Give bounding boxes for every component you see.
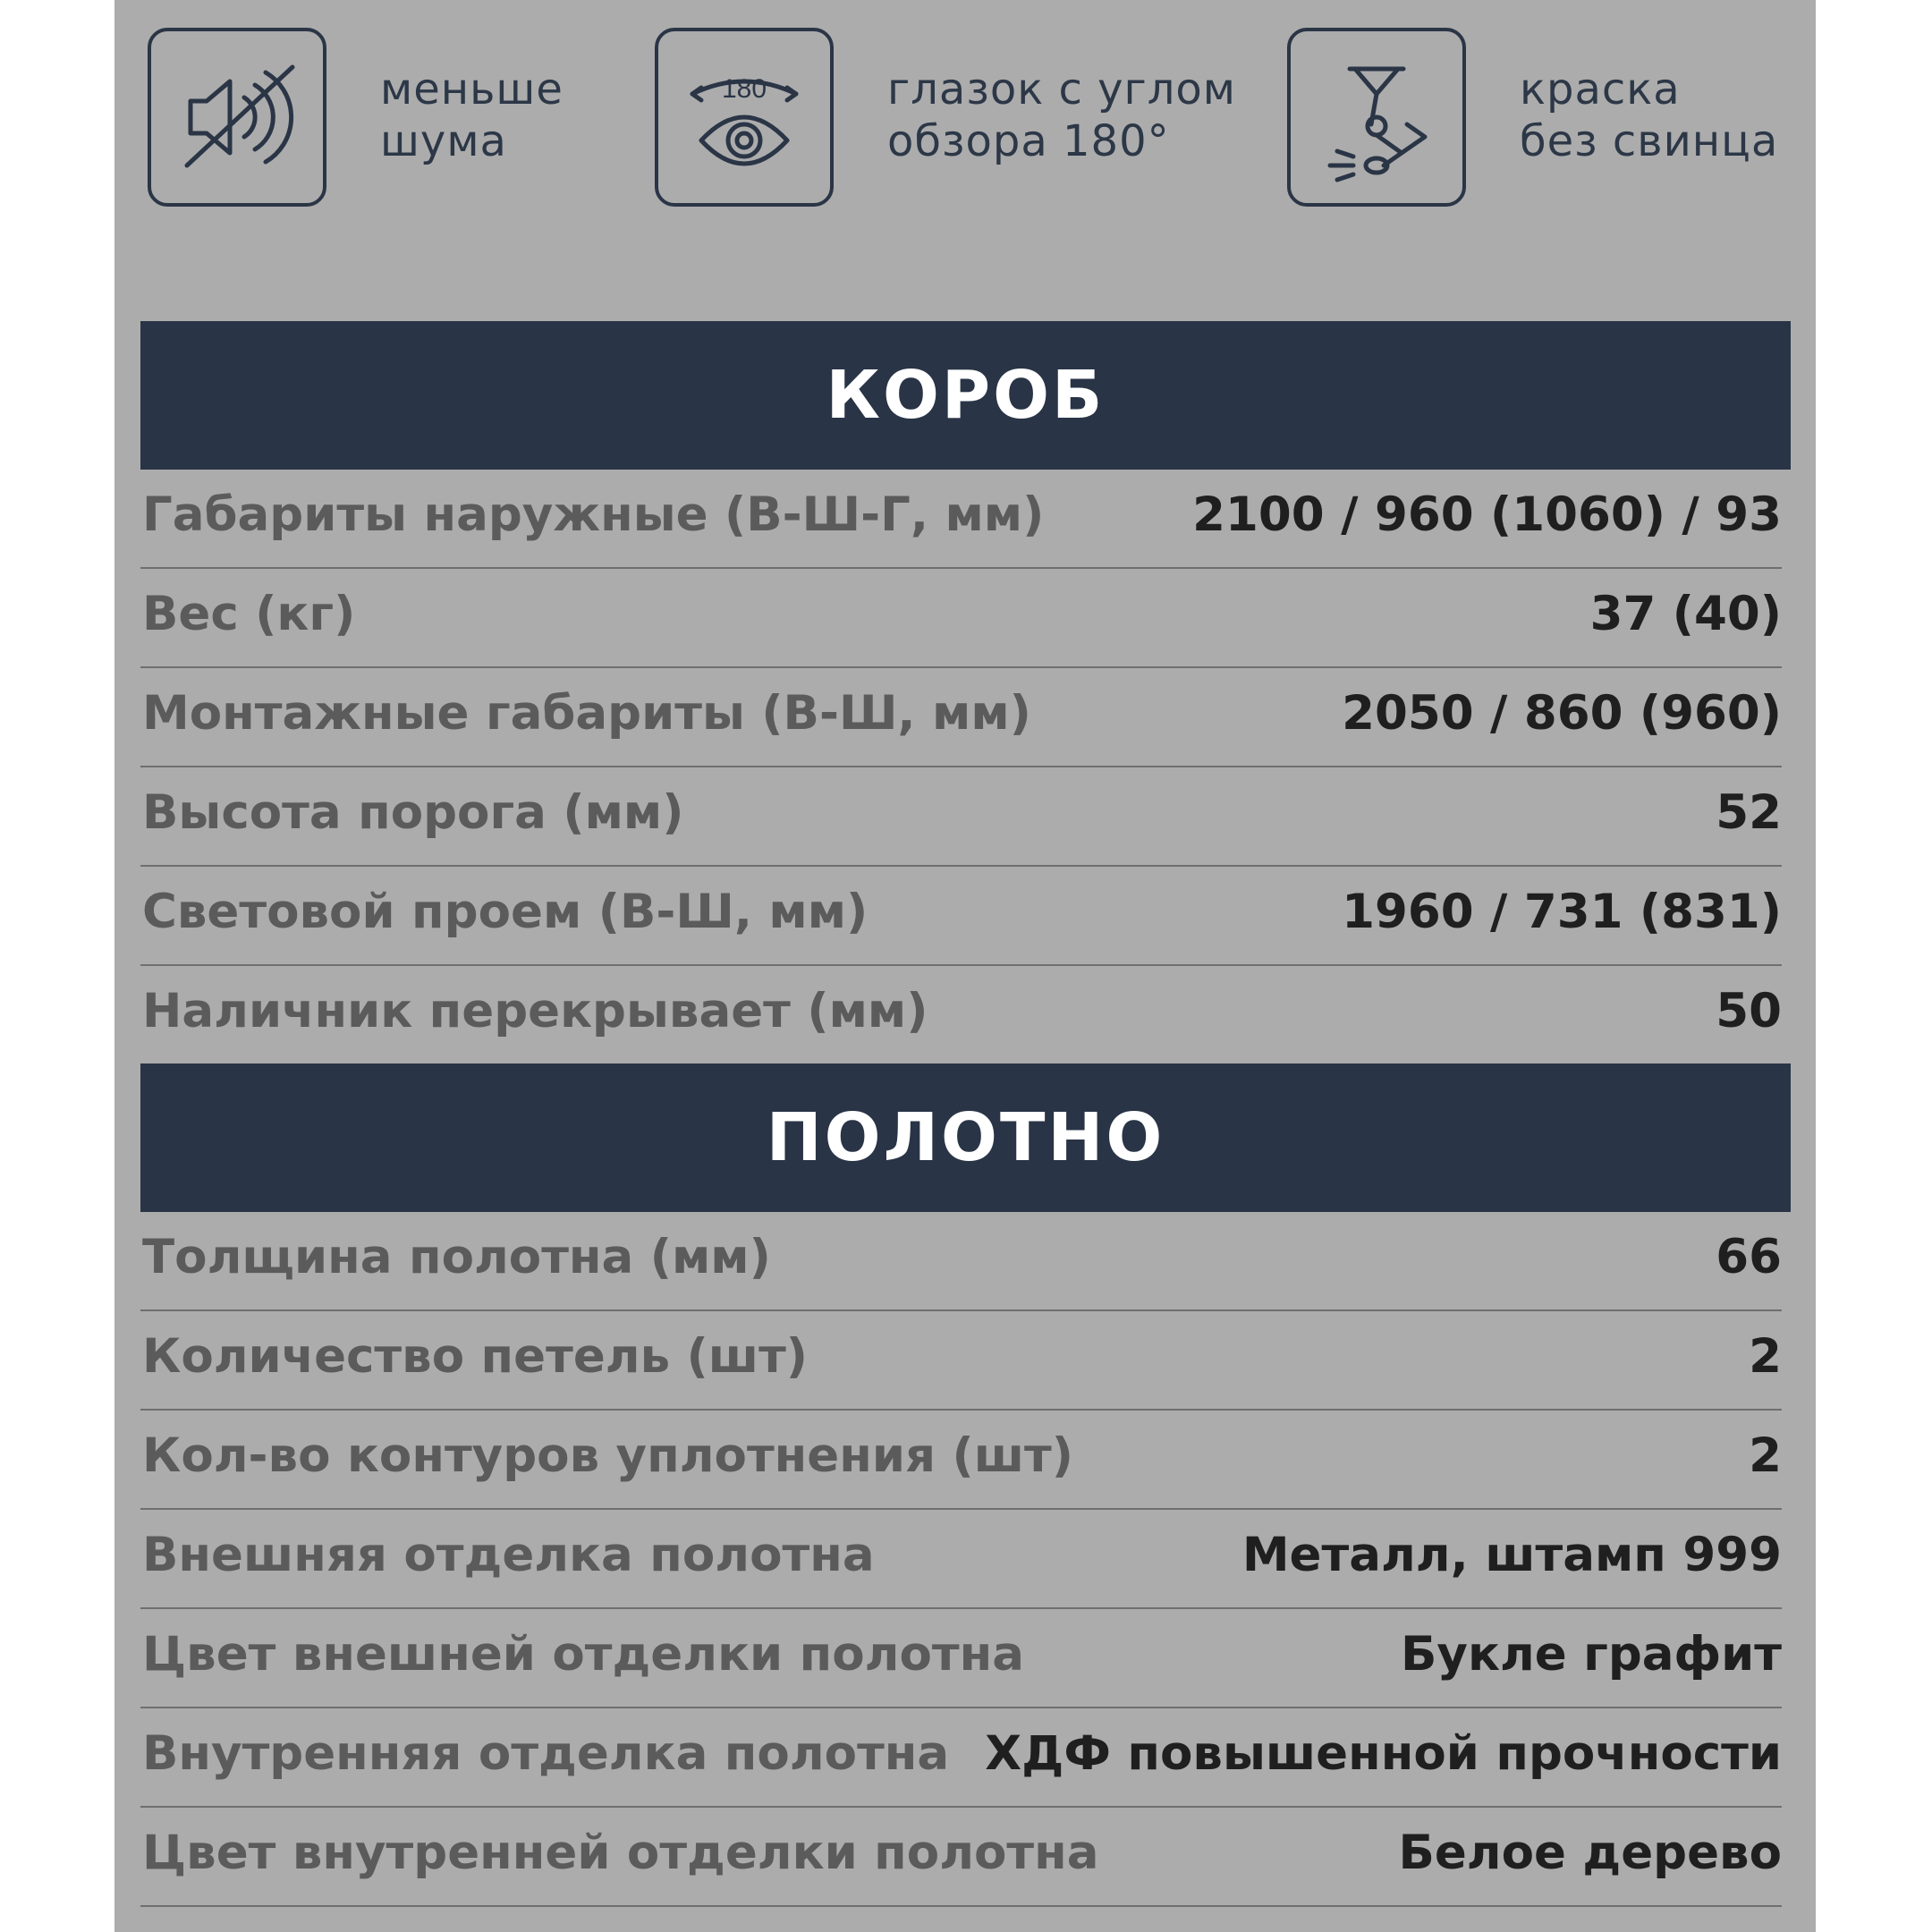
- eye-180-icon-text: 180: [721, 74, 767, 104]
- spec-value: 2: [1749, 1428, 1782, 1483]
- section-header-frame: КОРОБ: [140, 321, 1791, 470]
- spec-value: Металл, штамп 999: [1241, 1528, 1782, 1582]
- feature-label-line2: без свинца: [1520, 116, 1779, 166]
- spec-row: [140, 1411, 1782, 1510]
- spec-value: 66: [1716, 1230, 1782, 1284]
- spec-name: Толщина полотна (мм): [142, 1230, 771, 1284]
- spec-name: Цвет внешней отделки полотна: [142, 1627, 1024, 1682]
- spec-value: 2: [1749, 1329, 1782, 1384]
- feature-label-line2: обзора 180°: [887, 116, 1170, 166]
- feature-label-line2: шума: [380, 116, 507, 166]
- spec-name: Световой проем (В-Ш, мм): [142, 885, 869, 939]
- spec-value: 52: [1716, 785, 1782, 840]
- feature-label-line1: краска: [1520, 64, 1681, 114]
- spec-row: [140, 1808, 1782, 1907]
- spec-name: Вес (кг): [142, 587, 356, 641]
- spec-value: 37 (40): [1589, 587, 1782, 641]
- section-header-leaf: ПОЛОТНО: [140, 1063, 1791, 1212]
- spec-row: [140, 1212, 1782, 1311]
- feature-label-line1: глазок с углом: [887, 64, 1236, 114]
- spec-name: Цвет внутренней отделки полотна: [142, 1826, 1099, 1880]
- spec-row: [140, 1708, 1782, 1808]
- spec-value: 2050 / 860 (960): [1342, 686, 1782, 741]
- spec-name: Монтажные габариты (В-Ш, мм): [142, 686, 1031, 741]
- spec-row: [140, 1510, 1782, 1609]
- spec-value: Букле графит: [1401, 1627, 1782, 1682]
- spray-robot-arm-icon: [1287, 28, 1466, 207]
- spec-value: 2100 / 960 (1060) / 93: [1192, 487, 1782, 542]
- spec-name: Высота порога (мм): [142, 785, 684, 840]
- spec-row: [140, 1311, 1782, 1411]
- spec-name: Количество петель (шт): [142, 1329, 809, 1384]
- spec-value: 50: [1716, 984, 1782, 1038]
- spec-row: [140, 767, 1782, 867]
- spec-name: Наличник перекрывает (мм): [142, 984, 928, 1038]
- spec-row: [140, 966, 1782, 1065]
- spec-name: Внешняя отделка полотна: [142, 1528, 875, 1582]
- feature-label: [887, 64, 1263, 167]
- spec-name: Габариты наружные (В-Ш-Г, мм): [142, 487, 1045, 542]
- spec-row: [140, 569, 1782, 668]
- frame-spec-list: [140, 470, 1782, 1065]
- feature-label: [1520, 64, 1895, 167]
- mute-speaker-icon: [148, 28, 326, 207]
- feature-label-line1: меньше: [380, 64, 564, 114]
- spec-value: Белое дерево: [1398, 1826, 1782, 1880]
- spec-name: Кол-во контуров уплотнения (шт): [142, 1428, 1073, 1483]
- spec-row: [140, 668, 1782, 767]
- spec-row: [140, 470, 1782, 569]
- spec-name: Внутренняя отделка полотна: [142, 1726, 950, 1781]
- spec-row: [140, 1609, 1782, 1708]
- eye-180-icon: [655, 28, 834, 207]
- spec-value: ХДФ повышенной прочности: [985, 1726, 1782, 1781]
- spec-value: 1960 / 731 (831): [1342, 885, 1782, 939]
- leaf-spec-list: [140, 1212, 1782, 1907]
- spec-row: [140, 867, 1782, 966]
